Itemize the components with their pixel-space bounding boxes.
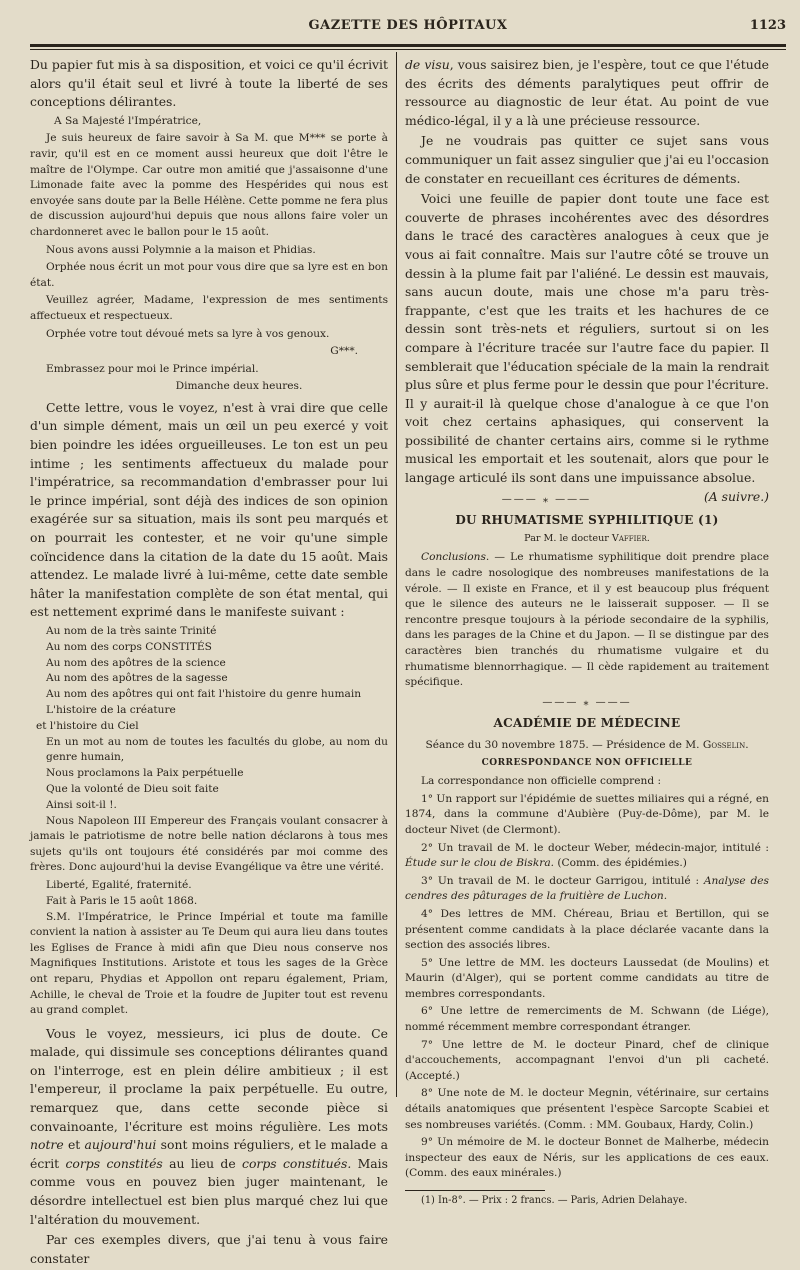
paragraph xyxy=(30,1025,388,1230)
page-header xyxy=(30,12,786,40)
manifesto-line: Ainsi soit-il !. xyxy=(46,798,117,811)
list-item: 8° Une note de M. le docteur Megnin, vétérinaire, sur certains détails anatomiques que présentent l'espèce Sarcopte Scabiei et ses nombreuses variétés. (Comm. : MM. Goubaux, Hardy, Colin.) xyxy=(405,1087,769,1131)
separator: ——— ⁎ ——— xyxy=(542,696,632,708)
letter-paragraph: Embrassez pour moi le Prince impérial. xyxy=(46,362,259,375)
list-item: 9° Un mémoire de M. le docteur Bonnet de Malherbe, médecin inspecteur des eaux de Néris, sur les applications de ces eaux. (Comm. des eaux minérales.) xyxy=(405,1136,769,1180)
manifesto-line: et l'histoire du Ciel xyxy=(36,719,139,732)
paragraph xyxy=(405,56,769,130)
header-rule-thick xyxy=(30,44,786,47)
letter-signature: G***. xyxy=(330,345,358,358)
president-name: Gosselin. xyxy=(702,738,749,751)
footnote-rule xyxy=(405,1190,545,1191)
text-run: Mais comme vous en pouvez bien juger maintenant, le désordre intellectuel est bien plus marqué chez lui que l'altération du mouvement. xyxy=(30,1155,389,1227)
letter-date: Dimanche deux heures. xyxy=(175,380,303,393)
italic-run: corps constitués. xyxy=(242,1155,352,1171)
manifesto-motto: Liberté, Egalité, fraternité. xyxy=(46,878,192,891)
separator: ——— ⁎ ——— xyxy=(501,493,592,505)
manifesto-line: Nous proclamons la Paix perpétuelle xyxy=(46,767,244,780)
text-run: sont moins réguliers, et le malade a écrit xyxy=(30,1137,388,1171)
author-name: Vaffier. xyxy=(611,532,650,544)
text-run: Séance du 30 novembre 1875. — Présidence de M. xyxy=(425,738,700,751)
list-item xyxy=(405,841,769,872)
manifesto-line: Au nom de la très sainte Trinité xyxy=(46,625,217,637)
paragraph: Par ces exemples divers, que j'ai tenu à vous faire constater xyxy=(30,1232,388,1266)
paragraph: Cette lettre, vous le voyez, n'est à vrai dire que celle d'un simple dément, mais un œil un peu exercé y voit bien poindre les idées orgueilleuses. Le ton est un peu intime ; les sentiments affectueux du malade pour l'impératrice, sa recommandation d'embrasser pour lui le prince impérial, sont déjà des indices de son opinion exagérée sur sa situation, mais ils sont peu marqués et on pourrait les contester, et ne voir qu'une simple coïncidence dans la citation de la date du 15 août. Mais attendez. Le malade livré à lui-même, cette date semble hâter la manifestation complète de son état mental, qui est nettement exprimé dans le manifeste suivant : xyxy=(30,399,388,620)
text-run: et xyxy=(63,1137,85,1153)
paragraph xyxy=(405,190,769,504)
session-line xyxy=(405,738,769,754)
text-run: 2° Un travail de M. le docteur Weber, médecin-major, intitulé : xyxy=(421,841,769,854)
manifesto xyxy=(30,624,388,1019)
text-run: au lieu de xyxy=(162,1155,243,1171)
letter-paragraph: Je suis heureux de faire savoir à Sa M. que M*** se porte à ravir, qu'il est en ce moment aussi heureux que doit l'être le maître de l'Olympe. Car outre mon amitié que j'assaisonne d'une Limonade faite avec la pomme des Hespérides qui nous est envoyée sans doute par la Belle Hélène. Cette pomme ne fera plus de discussion aujourd'hui depuis que nous allons faire voler un chardonneret avec le ballon pour le 15 août. xyxy=(30,132,388,238)
manifesto-line: Au nom des apôtres de la sagesse xyxy=(46,672,228,685)
italic-run: Conclusions. xyxy=(421,551,490,564)
manifesto-line: L'histoire de la créature xyxy=(46,703,176,716)
letter-paragraph: Orphée votre tout dévoué mets sa lyre à vos genoux. xyxy=(46,327,330,340)
left-column xyxy=(30,56,388,1270)
text-run: Voici une feuille de papier dont toute une face est couverte de phrases incohérentes avec des désordres dans le tracé des caractères analogues à ceux que je vous ai fait connaître. Mais sur l'autre côté se trouve un dessin à la plume fait par l'aliéné. Le dessin est mauvais, sans aucun doute, mais une chose m'a paru très-frappante, c'est que les traits et les hachures de ce dessin sont très-nets et réguliers, surtout si on les compare à l'écriture tracée sur l'autre face du papier. Il semblerait que l'éducation spéciale de la main la rendrait plus sûre et plus ferme pour le dessin que pour l'écriture. Il y aurait-il là quelque chose d'analogue à ce que l'on voit chez certains aphasiques, qui conservent la possibilité de chanter certains airs, comme si le rythme musical les emportait et les soutenait, alors que pour le langage articulé ils sont dans une impuissance absolue. xyxy=(405,191,769,486)
italic-run: Étude sur le clou de Biskra. xyxy=(405,857,555,870)
letter-paragraph: Veuillez agréer, Madame, l'expression de mes sentiments affectueux et respectueux. xyxy=(30,294,388,322)
list-item: 7° Une lettre de M. le docteur Pinard, chef de clinique d'accouchements, accompagnant l'envoi d'un pli cacheté. (Accepté.) xyxy=(405,1038,769,1082)
to-be-continued: (A suivre.) xyxy=(703,488,769,504)
manifesto-paragraph: Nous Napoleon III Empereur des Français voulant consacrer à jamais le patriotisme de notre belle nation déclarons à tous mes sujets qu'ils ont toujours été considérés par moi comme des frères. Donc aujourd'hui la devise Evangélique va être une vérité. xyxy=(30,814,388,874)
list-item: 5° Une lettre de MM. les docteurs Laussedat (de Moulins) et Maurin (d'Alger), qui se portent comme candidats au titre de membres correspondants. xyxy=(405,956,769,1000)
text-run: 3° Un travail de M. le docteur Garrigou, intitulé : xyxy=(421,874,704,887)
list-item xyxy=(405,874,769,905)
italic-run: corps constités xyxy=(65,1155,163,1171)
manifesto-line: En un mot au nom de toutes les facultés du globe, au nom du genre humain, xyxy=(46,735,388,764)
text-run: (Comm. des épidémies.) xyxy=(554,857,687,870)
header-rule-thin xyxy=(30,49,786,50)
letter-paragraph: Nous avons aussi Polymnie a la maison et Phidias. xyxy=(46,243,316,256)
manifesto-line: Que la volonté de Dieu soit faite xyxy=(46,782,219,795)
manifesto-line: Au nom des apôtres qui ont fait l'histoire du genre humain xyxy=(46,688,362,701)
italic-run: de visu xyxy=(405,57,450,72)
page-number: 1123 xyxy=(749,18,786,33)
text-run: , vous saisirez bien, je l'espère, tout ce que l'étude des écrits des déments paralytiques peut offrir de ressource au diagnostic de leur état. Au point de vue médico-légal, il y a là une précieuse ressource. xyxy=(405,57,769,128)
text-run: Par M. le docteur xyxy=(524,532,609,544)
italic-run: aujourd'hui xyxy=(84,1137,157,1153)
paragraph: Je ne voudrais pas quitter ce sujet sans vous communiquer un fait assez singulier que j'ai eu l'occasion de constater en recueillant ces écritures de déments. xyxy=(405,133,769,186)
paragraph xyxy=(405,550,769,690)
journal-title: GAZETTE DES HÔPITAUX xyxy=(308,18,508,33)
text-run: Vous le voyez, messieurs, ici plus de doute. Ce malade, qui dissimule ses conceptions délirantes quand on l'interroge, est en plein délire ambitieux ; il est l'empereur, il proclame la paix perpétuelle. Eu outre, remarquez que, dans cette seconde pièce si convainoante, l'écriture est moins régulière. Les mots xyxy=(30,1025,388,1134)
italic-run: notre xyxy=(30,1137,64,1153)
italic-run: Analyse des cendres des pâturages de la fruitière de Luchon. xyxy=(405,874,769,903)
list-item: 6° Une lettre de remerciments de M. Schwann (de Liége), nommé récemment membre correspondant étranger. xyxy=(405,1005,769,1034)
column-divider xyxy=(396,52,397,1097)
letter-paragraph: Orphée nous écrit un mot pour vous dire que sa lyre est en bon état. xyxy=(30,261,388,289)
footnote: (1) In-8°. — Prix : 2 francs. — Paris, Adrien Delahaye. xyxy=(421,1195,688,1206)
paragraph: Du papier fut mis à sa disposition, et voici ce qu'il écrivit alors qu'il était seul et livré à toute la liberté de ses conceptions délirantes. xyxy=(30,57,388,110)
manifesto-date: Fait à Paris le 15 août 1868. xyxy=(46,894,198,907)
article-byline xyxy=(405,531,769,547)
right-column xyxy=(405,56,769,1209)
list-item: 4° Des lettres de MM. Chéreau, Briau et Bertillon, qui se présentent comme candidats à la place déclarée vacante dans la section des associés libres. xyxy=(405,907,769,952)
paragraph: La correspondance non officielle comprend : xyxy=(421,775,662,788)
article-title: DU RHUMATISME SYPHILITIQUE (1) xyxy=(455,513,719,528)
manifesto-line: Au nom des corps CONSTITÉS xyxy=(46,640,212,653)
text-run: — Le rhumatisme syphilitique doit prendre place dans le cadre nosologique des nombreuses manifestations de la vérole. — Il existe en France, et il y est beaucoup plus fréquent que le silence des auteurs ne le laisserait supposer. — Il se rencontre presque toujours à la période secondaire de la syphilis, dans les parages de la Chine et du Japon. — Il se distingue par des caractères bien tranchés du rhumatisme vulgaire et du rhumatisme blennorrhagique. — Il cède rapidement au traitement spécifique. xyxy=(405,551,769,689)
manifesto-line: Au nom des apôtres de la science xyxy=(46,656,226,669)
manifesto-paragraph: S.M. l'Impératrice, le Prince Impérial et toute ma famille convient la nation à assister au Te Deum qui aura lieu dans toutes les Eglises de France à midi afin que Dieu nous conserve nos Magnifiques Institutions. Aristote et tous les sages de la Grèce ont reparu, Phydias et Appollon ont reparu également, Priam, Achille, le cheval de Troie et la foudre de Jupiter tout est revenu au grand complet. xyxy=(30,910,388,1017)
list-item: 1° Un rapport sur l'épidémie de suettes miliaires qui a régné, en 1874, dans la commune d'Aubière (Puy-de-Dôme), par M. le docteur Nivet (de Clermont). xyxy=(405,792,769,836)
article-title: ACADÉMIE DE MÉDECINE xyxy=(493,716,681,731)
section-subtitle: CORRESPONDANCE NON OFFICIELLE xyxy=(481,757,693,768)
letter-addressee: A Sa Majesté l'Impératrice, xyxy=(54,114,202,127)
